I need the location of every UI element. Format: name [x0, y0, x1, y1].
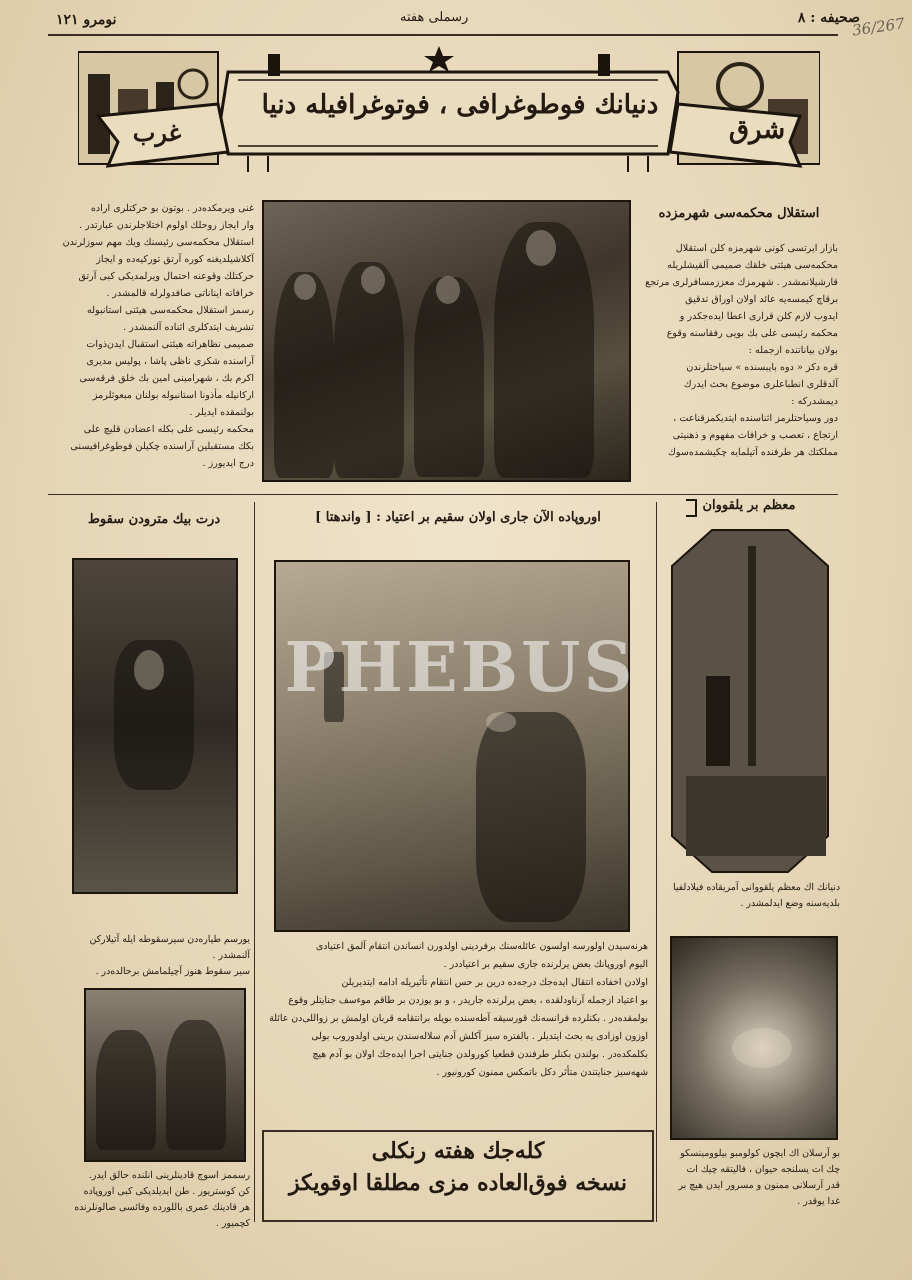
next-week-color-issue-ad: [262, 1130, 654, 1222]
right-article-title: معظم بر يلقووان: [702, 498, 796, 513]
photo-pennant-octagon: [666, 526, 834, 876]
page-number: صحيفه : ٨: [797, 10, 860, 26]
top-right-article-title: استقلال محكمه‌سى شهرمزده: [658, 206, 820, 221]
banner-west-label: غرب: [132, 118, 182, 147]
photo-court-delegation: [262, 200, 631, 482]
handwritten-margin-note: 36/267: [851, 14, 906, 40]
watermark-text: PHEBUS: [284, 628, 636, 708]
center-article-body: هرنه‌سيدن اولورسه اولسون عائله‌سنك برفردينى اولدورن انساندن انتقام آلمق اعتيادى اليوم اوروپانك بعض يرلرنده جارى سقيم بر اعتياددر . اولادن اخفاده انتقال ايده‌جك درجه‌ده درين بر حس انتقام تأثيريله ادامه ايتديريلن بو اعتياد ازجمله آرناودلقده ، بعض يرلرنده جاريدر ، و بو يوزدن بر طاقم موءسف جنايتلر وقوع بولمقده‌در . بكنلرده فرانسه‌نك قورسيقه آطه‌سنده بويله برانتقامه قربان اولمش بر زواللى‌دن عائلة اوزون اوزادى يه بحث ايتديلر . بالفتره سيز آكلش آدم سلاله‌سندن برينى اولدوروب بولى بكلمكده‌در . بولندن بكنلر طرفندن قطعيا كورولدن جنايتى اجرا ايده‌جك اولان بو آدم هيچ شهه‌سيز جنايتندن متأثر دكل باتمكس ممنون كورونيور .: [269, 941, 648, 1078]
left-article-title: درت بيك مترودن سقوط: [87, 512, 221, 527]
center-header-label: رسملى هفته: [400, 10, 469, 25]
photo-swedish-women: [84, 988, 246, 1162]
center-article-title: اوروپاده الآن جارى اولان سقيم بر اعتياد : [ واندهتا ]: [315, 510, 601, 525]
photo-parachute-fall: [72, 558, 238, 894]
header-rule: [48, 34, 838, 36]
left-bottom-caption: رسممز اسوچ قادينلرينى انلنده حالق ايدر. كن كوستريور . طن ايديلديكى كبى اوروپاده هر قادينك عمرى باللورده وفائسى صالونلرنده كچميور .: [74, 1170, 250, 1229]
ad-line-2: نسخه‌ فوق‌العاده‌ مزى مطلقا اوقويكز: [289, 1170, 627, 1196]
right-photo-caption: دنيانك اك معظم يلقووانى آمريقاده فيلادلفيا بلديه‌سنه وضع ايدلمشدر .: [673, 882, 840, 909]
frame-ornament: [684, 498, 698, 518]
column-rule-left: [254, 502, 255, 1222]
column-rule-right: [656, 502, 657, 1222]
photo-lion: [670, 936, 838, 1140]
ad-line-1: كله‌جك هفته رنكلى: [371, 1138, 545, 1164]
issue-number: نومرو ١٢١: [56, 12, 117, 28]
section-divider: [48, 494, 838, 495]
banner-title: دنيانك فوطوغرافى ، فوتوغرافيله دنيا: [261, 90, 659, 120]
right-bottom-caption: بو آرسلان اك ايچون كولومبو بيلوومينسكو چك ات يسلنجه حيوان ، فاليتقه چيك ات قدر آرسلانى ممنون و مسرور ايدن هيچ بر غدا يوقدر .: [678, 1148, 840, 1207]
banner-east-label: شرق: [728, 115, 786, 145]
top-right-article-body: بازار ايرتسى كونى شهرمزه كلن استقلال محكمه‌سى هيئتى خلقك صميمى آلقيشلريله قارشيلانمشدر . شهرمزك معززمسافرلرى مرتجع برقاچ كيمسه‌يه عائد اولان اوراق تدقيق ايدوب لازم كلن قرارى اعطا ايده‌جكدر و محكمه رئيسى على بك بويى رفقاسنه وقوع بولان بياناتنده ازجمله : قره دكز « دوه بايبسنده » سياحتلرندن آلدقلرى انطباعلرى موضوع بحث ايدرك ديمشدركه : دور وسياحتلرمز اثناسنده ايتديكمزقناعت ، ارتجاع ، تعصب و خرافات مفهوم و ذهنيتى مملكتك هر طرفنده آتيلمايه چكيشمده‌سوك: [645, 243, 838, 458]
top-left-article-body: غنى ويرمكده‌در . بوتون بو حركتلرى اراده وار ايجاز روحلك اولوم اختلاجلرندن عبارتدر . استقلال محكمه‌سى رئيسنك ويك مهم سوزلرندن آكلاشيلديغنه كوره آرتق توركيه‌ده و ايجاز حركتلك وقوعنه احتمال ويرلمديكى كبى آرتق خرافاته ايناناتى صافدولرله قالمشدر . رسمز استقلال محكمه‌سى هيئتى استانبوله تشريف ايتدكلرى اثناده آلنمشدر . صميمى نظاهراته هيئتى استقبال ايدن‌ذوات آراسنده شكرى ناظى پاشا ، پوليس مديرى اكرم بك ، شهرامينى امين بك خلق فرقه‌سى اركانيله مأذونا استانبوله بولنان مبعوثلرمز بولنمقده ايديلر . محكمه رئيسى على بكله اعضادن قليچ على بكك مستقبلين آراسنده چكيلن فوطوغرافيسنى درج ايديورز .: [62, 203, 254, 469]
left-photo-caption: يورسم طياره‌دن سيرسقوطه ايله آتيلاركن آلنمشدر . سير سقوط هنوز آچيلمامش برحالده‌در .: [89, 934, 250, 977]
illustration-vendetta: [274, 560, 630, 932]
